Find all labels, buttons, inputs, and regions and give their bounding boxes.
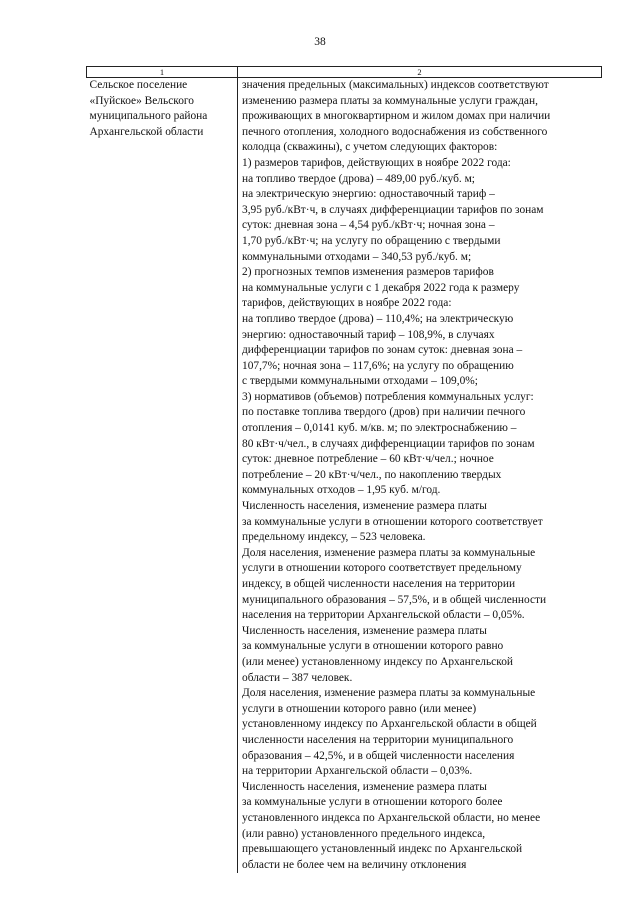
text-line: услуги в отношении которого соответствует предельному (242, 562, 522, 575)
text-line: энергию: одноставочный тариф – 108,9%, в случаях (242, 328, 495, 341)
text-line: за коммунальные услуги в отношении которого равно (242, 640, 504, 653)
text-line: на коммунальные услуги с 1 декабря 2022 года к размеру (242, 281, 520, 294)
text-line: области не более чем на величину отклонения (242, 858, 467, 871)
text-line: 2) прогнозных темпов изменения размеров тарифов (242, 266, 494, 279)
text-line: по поставке топлива твердого (дров) при наличии печного (242, 406, 526, 419)
text-line: 3,95 руб./кВт·ч, в случаях дифференциации тарифов по зонам (242, 203, 544, 216)
table-row (87, 78, 602, 874)
column-header-1: 1 (87, 67, 238, 78)
text-line: значения предельных (максимальных) индексов соответствуют (242, 79, 549, 91)
text-line: 107,7%; ночная зона – 117,6%; на услугу по обращению (242, 359, 514, 372)
text-line: за коммунальные услуги в отношении которого более (242, 796, 503, 809)
page-number: 38 (314, 36, 326, 48)
text-line: на электрическую энергию: одноставочный тариф – (242, 188, 495, 201)
text-line: 80 кВт·ч/чел., в случаях дифференциации тарифов по зонам (242, 437, 535, 450)
text-line: Доля населения, изменение размера платы за коммунальные (242, 687, 536, 700)
description-cell (238, 78, 602, 874)
municipality-cell (87, 78, 238, 874)
text-line: Доля населения, изменение размера платы за коммунальные (242, 546, 536, 559)
text-line: области – 387 человек. (242, 671, 353, 684)
text-line: (или менее) установленному индексу по Архангельской (242, 655, 513, 668)
text-line: потребление – 20 кВт·ч/чел., по накоплению твердых (242, 468, 502, 481)
text-line: дифференциации тарифов по зонам суток: дневная зона – (242, 344, 523, 357)
text-line: муниципального образования – 57,5%, и в общей численности (242, 593, 547, 606)
text-line: на территории Архангельской области – 0,03%. (242, 765, 473, 778)
document-table (86, 66, 602, 873)
text-line: на топливо твердое (дрова) – 489,00 руб./куб. м; (242, 172, 475, 185)
text-line: изменению размера платы за коммунальные услуги граждан, (242, 94, 538, 107)
table-header-row (87, 67, 602, 78)
text-line: установленному индексу по Архангельской области в общей (242, 718, 537, 731)
text-line: услуги в отношении которого равно (или менее) (242, 702, 477, 715)
text-line: коммунальными отходами – 340,53 руб./куб. м; (242, 250, 472, 263)
municipality-name-line: Сельское поселение (89, 79, 188, 91)
text-line: коммунальных отходов – 1,95 куб. м/год. (242, 484, 441, 497)
text-line: (или равно) установленного предельного индекса, (242, 827, 486, 840)
text-line: 1) размеров тарифов, действующих в ноябре 2022 года: (242, 156, 511, 169)
column-header-2: 2 (238, 67, 602, 78)
text-line: колодца (скважины), с учетом следующих факторов: (242, 141, 498, 154)
municipality-name-line: «Пуйское» Вельского (89, 94, 194, 107)
text-line: печного отопления, холодного водоснабжения из собственного (242, 125, 548, 138)
text-line: Численность населения, изменение размера платы (242, 624, 487, 637)
text-line: установленного индекса по Архангельской области, но менее (242, 811, 541, 824)
municipality-name-line: Архангельской области (89, 125, 204, 138)
text-line: за коммунальные услуги в отношении которого соответствует (242, 515, 543, 528)
text-line: суток: дневное потребление – 60 кВт·ч/чел.; ночное (242, 453, 494, 466)
text-line: Численность населения, изменение размера платы (242, 780, 487, 793)
text-line: образования – 42,5%, и в общей численности населения (242, 749, 515, 762)
text-line: отопления – 0,0141 куб. м/кв. м; по электроснабжению – (242, 422, 517, 435)
text-line: 1,70 руб./кВт·ч; на услугу по обращению с твердыми (242, 234, 501, 247)
text-line: индексу, в общей численности населения на территории (242, 578, 516, 590)
text-line: на топливо твердое (дрова) – 110,4%; на электрическую (242, 312, 514, 325)
text-line: населения на территории Архангельской области – 0,05%. (242, 609, 525, 622)
text-line: численности населения на территории муниципального (242, 733, 514, 746)
text-line: предельному индексу, – 523 человека. (242, 531, 426, 544)
text-line: Численность населения, изменение размера платы (242, 500, 487, 513)
text-line: с твердыми коммунальными отходами – 109,0%; (242, 375, 478, 388)
text-line: тарифов, действующих в ноябре 2022 года: (242, 297, 452, 310)
text-line: суток: дневная зона – 4,54 руб./кВт·ч; ночная зона – (242, 219, 495, 232)
text-line: превышающего установленный индекс по Архангельской (242, 843, 523, 856)
text-line: 3) нормативов (объемов) потребления коммунальных услуг: (242, 390, 534, 403)
municipality-name-line: муниципального района (89, 110, 208, 123)
text-line: проживающих в многоквартирном и жилом домах при наличии (242, 110, 551, 123)
